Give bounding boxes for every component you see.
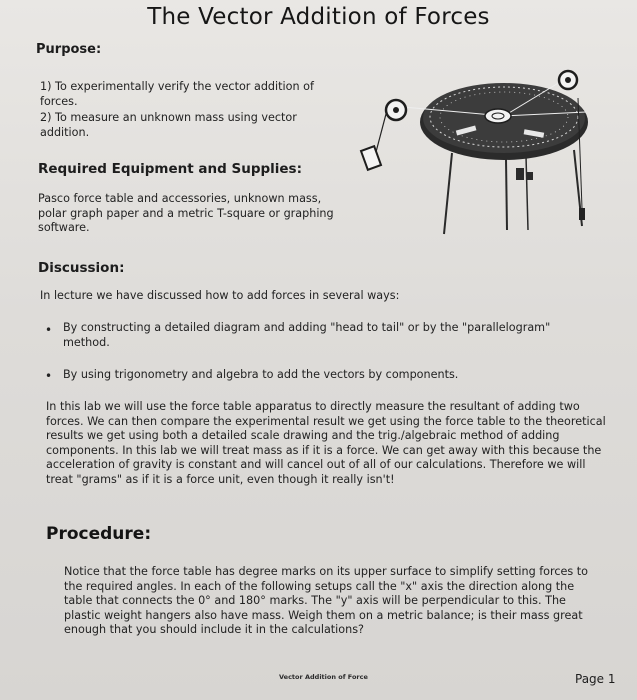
- equipment-heading: Required Equipment and Supplies:: [38, 161, 302, 177]
- bullet-dot-1: •: [45, 323, 53, 337]
- purpose-item-1: 1) To experimentally verify the vector addition of forces.: [40, 80, 314, 108]
- discussion-bullet-1: By constructing a detailed diagram and adding "head to tail" or by the "parallelogram" method.: [63, 321, 551, 349]
- page-number: Page 1: [575, 672, 616, 686]
- procedure-heading: Procedure:: [46, 524, 152, 544]
- bullet-dot-2: •: [45, 369, 53, 383]
- force-table-illustration: [356, 58, 588, 244]
- discussion-paragraph: In this lab we will use the force table apparatus to directly measure the resultant of adding two forces. We can then compare the experimental result we get using the force table to the theoretical results we get using both a detailed scale drawing and the trig./algebraic method of adding components. In this lab we will treat mass as if it is a force. We can get away with this because the acceleration of gravity is constant and will cancel out of all of our calculations. Therefore we will treat "grams" as if it is a force unit, even though it really isn't!: [46, 400, 606, 486]
- procedure-text: Notice that the force table has degree marks on its upper surface to simplify setting forces to the required angles. In each of the following setups call the "x" axis the direction along the table that connects the 0° and 180° marks. The "y" axis will be perpendicular to this. The plastic weight hangers also have mass. Weigh them on a metric balance; is their mass great enough that you should include it in the calculations?: [64, 565, 589, 636]
- purpose-item-2: 2) To measure an unknown mass using vector addition.: [40, 111, 297, 139]
- page-title: The Vector Addition of Forces: [147, 4, 490, 30]
- equipment-text: Pasco force table and accessories, unknown mass, polar graph paper and a metric T-square or graphing software.: [38, 192, 334, 234]
- discussion-intro: In lecture we have discussed how to add forces in several ways:: [40, 289, 400, 302]
- footer-title: Vector Addition of Force: [279, 673, 368, 681]
- discussion-bullet-2: By using trigonometry and algebra to add the vectors by components.: [63, 368, 459, 381]
- purpose-heading: Purpose:: [36, 42, 102, 57]
- discussion-heading: Discussion:: [38, 260, 125, 276]
